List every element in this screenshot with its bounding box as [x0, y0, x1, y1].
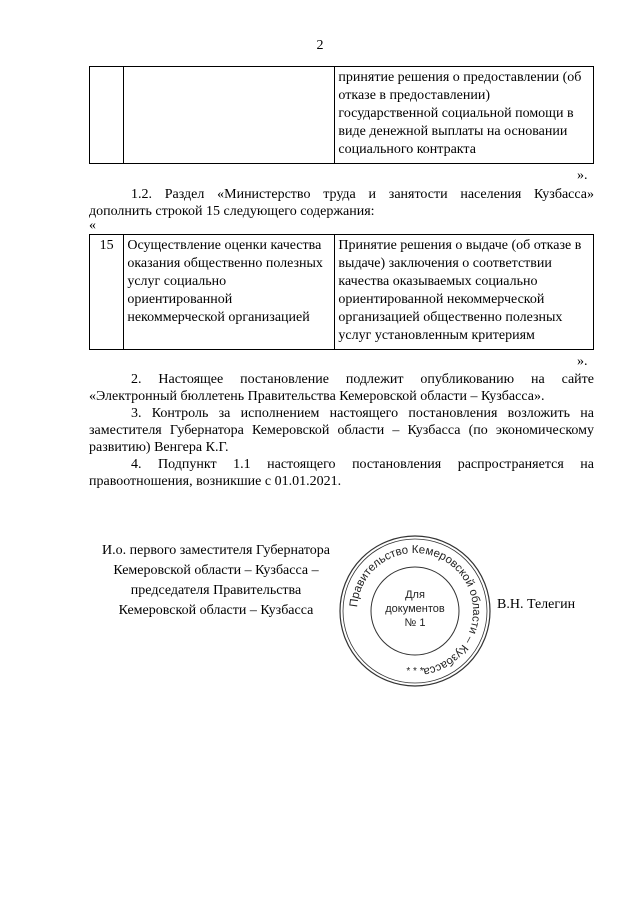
close-quote-1: ». [577, 168, 588, 183]
seal-center-line: № 1 [404, 617, 426, 629]
signatory-title-line: Кемеровской области – Кузбасса – [113, 563, 319, 578]
paragraph-4: 4. Подпункт 1.1 настоящего постановления распространяется на правоотношения, возникшие с 01.01.2021. [89, 457, 594, 489]
table-row [90, 235, 594, 350]
row-decision-cell: принятие решения о предоставлении (об отказе в предоставлении) государственной социальной помощи в виде денежной выплаты на основании социального контракта [335, 67, 594, 164]
row-service-cell: Осуществление оценки качества оказания общественно полезных услуг социально ориентированной некоммерческой организацией [124, 235, 335, 350]
seal-center-line: Для [405, 589, 425, 601]
seal-center-line: документов [385, 603, 445, 615]
signatory-title-line: председателя Правительства [130, 583, 302, 598]
table-previous-row [89, 66, 594, 164]
signatory-title-line: И.о. первого заместителя Губернатора [102, 543, 330, 558]
paragraph-1-2: 1.2. Раздел «Министерство труда и занятости населения Кузбасса» дополнить строкой 15 следующего содержания: [89, 187, 594, 219]
table-new-row [89, 234, 594, 350]
row-number-cell [90, 67, 124, 164]
official-seal [336, 532, 494, 690]
seal-stars: * * * [406, 666, 424, 677]
paragraph-3: 3. Контроль за исполнением настоящего постановления возложить на заместителя Губернатора Кемеровской области – Кузбасса (по экономическому развитию) Венгера К.Г. [89, 406, 594, 455]
open-quote: « [89, 218, 96, 233]
signatory-name: В.Н. Телегин [497, 597, 576, 612]
table-row [90, 67, 594, 164]
page-number: 2 [316, 38, 324, 53]
close-quote-2: ». [577, 354, 588, 369]
signatory-title [80, 541, 352, 621]
signatory-title-line: Кемеровской области – Кузбасса [118, 603, 314, 618]
paragraph-2: 2. Настоящее постановление подлежит опубликованию на сайте «Электронный бюллетень Правительства Кемеровской области – Кузбасса». [89, 372, 594, 404]
seal-ring-text: Правительство Кемеровской области – Кузбасса [348, 543, 483, 678]
row-service-cell [124, 67, 335, 164]
row-decision-cell: Принятие решения о выдаче (об отказе в выдаче) заключения о соответствии качества оказываемых социально ориентированной некоммерческой организацией общественно полезных услуг установленным критериям [335, 235, 594, 350]
row-number-cell: 15 [90, 235, 124, 350]
